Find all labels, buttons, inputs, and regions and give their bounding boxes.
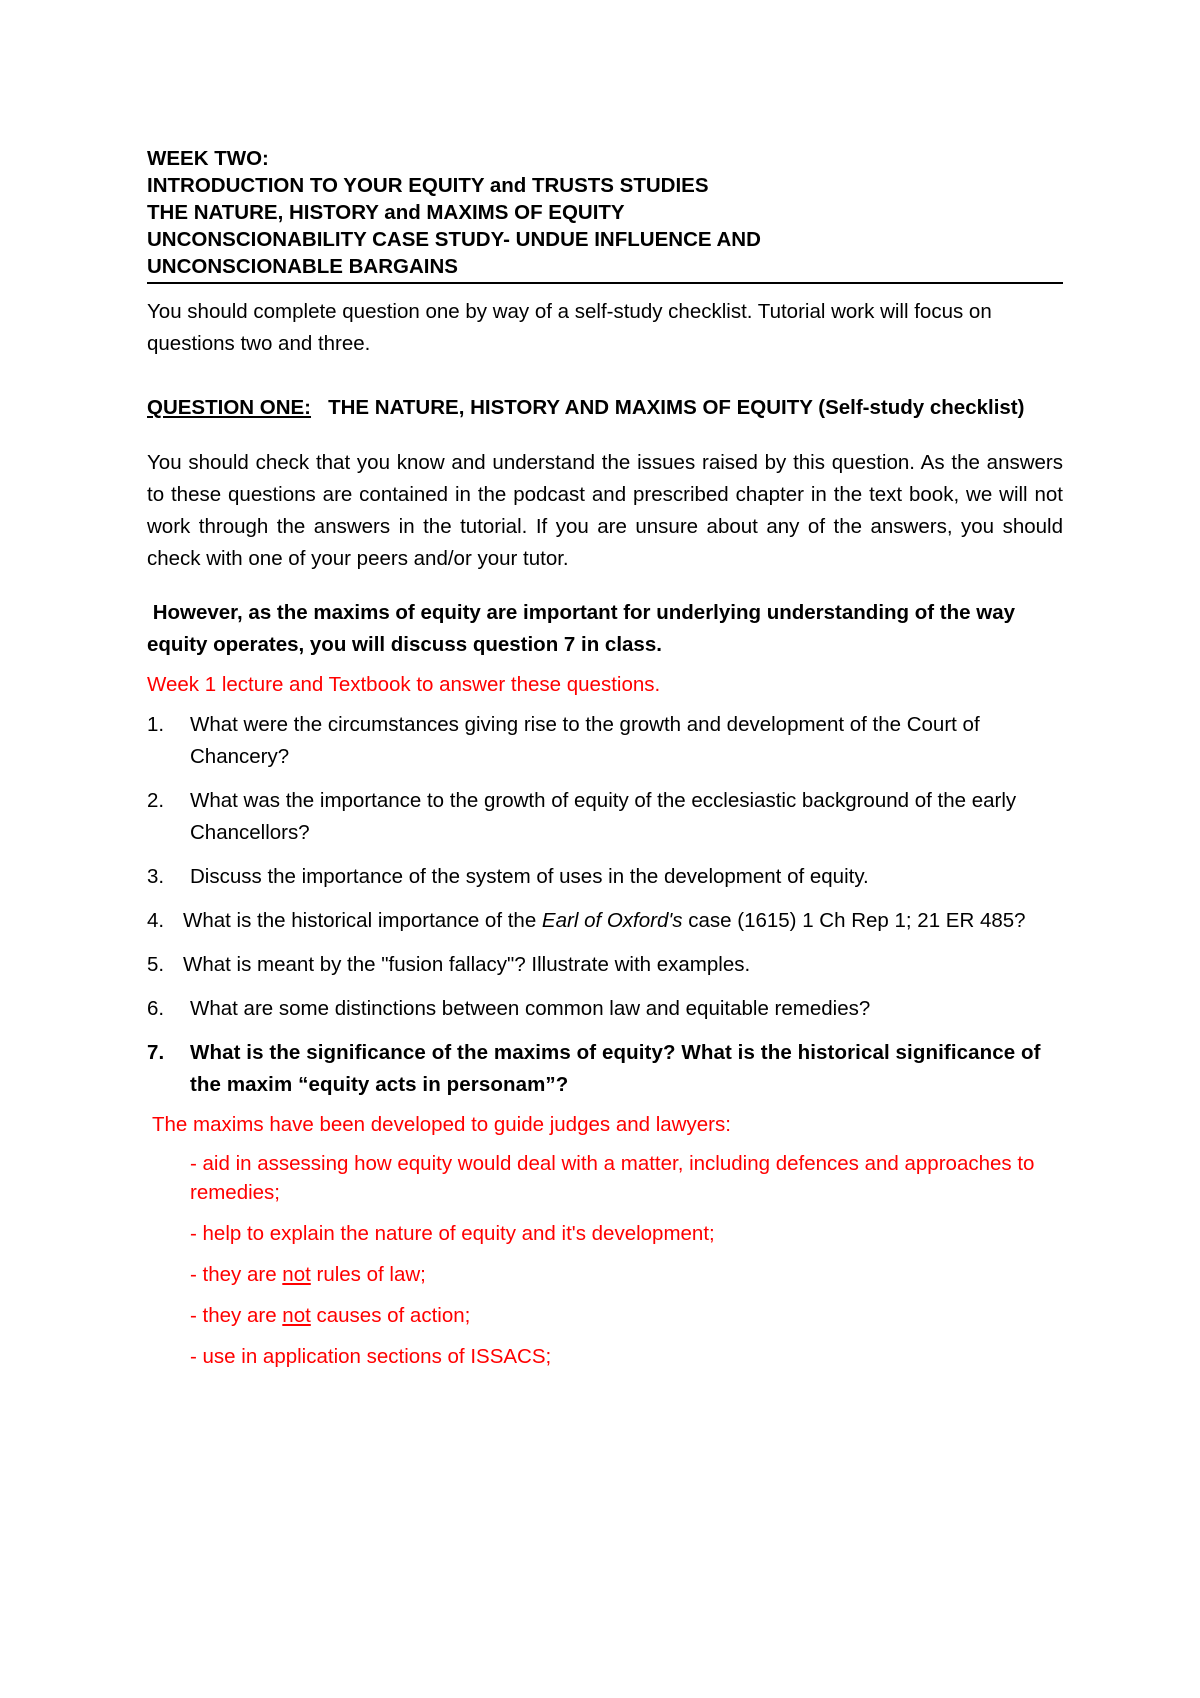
class-discussion-note (147, 597, 1063, 661)
document-heading (147, 145, 1063, 280)
question-text-start: What is the historical importance of the (183, 909, 542, 932)
emphasis-not: not (282, 1304, 311, 1327)
heading-case-study: UNCONSCIONABILITY CASE STUDY- UNDUE INFLUENCE AND (147, 228, 761, 251)
heading-week: WEEK TWO: (147, 147, 269, 170)
emphasis-not: not (282, 1263, 311, 1286)
maxims-intro: The maxims have been developed to guide judges and lawyers: (152, 1113, 731, 1136)
heading-divider (147, 282, 1063, 284)
class-discussion-text: However, as the maxims of equity are important for underlying understanding of the way equity operates, you will discuss question 7 in class. (147, 601, 1016, 656)
question-item-1: 1. What were the circumstances giving rise to the growth and development of the Court of Chancery? (147, 713, 980, 768)
maxim-point: - use in application sections of ISSACS; (190, 1345, 552, 1368)
heading-nature-history: THE NATURE, HISTORY and MAXIMS OF EQUITY (147, 201, 625, 224)
question-item-4: 4. What is the historical importance of the Earl of Oxford's case (1615) 1 Ch Rep 1; 21 ER 485? (147, 909, 1026, 932)
heading-introduction: INTRODUCTION TO YOUR EQUITY and TRUSTS STUDIES (147, 174, 709, 197)
question-list (147, 709, 1063, 1101)
question-item-2: 2. What was the importance to the growth of equity of the ecclesiastic background of the early Chancellors? (147, 789, 1017, 844)
question-text: What was the importance to the growth of equity of the ecclesiastic background of the early Chancellors? (190, 789, 1017, 844)
question-item-7: 7. What is the significance of the maxims of equity? What is the historical significance of the maxim “equity acts in personam”? (147, 1041, 1041, 1096)
question-text-end: case (1615) 1 Ch Rep 1; 21 ER 485? (682, 909, 1026, 932)
maxim-point: - help to explain the nature of equity and it's development; (190, 1222, 715, 1245)
maxim-point: - aid in assessing how equity would deal with a matter, including defences and approaches to remedies; (190, 1152, 1035, 1204)
document-content (147, 145, 1063, 1383)
lecture-note: Week 1 lecture and Textbook to answer these questions. (147, 673, 661, 696)
question-text: What were the circumstances giving rise to the growth and development of the Court of Chancery? (190, 713, 980, 768)
intro-paragraph: You should complete question one by way of a self-study checklist. Tutorial work will focus on questions two and three. (147, 300, 992, 355)
question-one-body: You should check that you know and understand the issues raised by this question. As the answers to these questions are contained in the podcast and prescribed chapter in the text book, we will not work through the answers in the tutorial. If you are unsure about any of the answers, you should check with one of your peers and/or your tutor. (147, 451, 1063, 570)
question-one-topic: THE NATURE, HISTORY AND MAXIMS OF EQUITY (Self-study checklist) (328, 396, 1025, 419)
case-name: Earl of Oxford's (541, 909, 683, 932)
heading-bargains: UNCONSCIONABLE BARGAINS (147, 255, 458, 278)
question-text: What is the significance of the maxims of equity? What is the historical significance of the maxim “equity acts in personam”? (190, 1041, 1041, 1096)
question-one-title (147, 391, 1063, 425)
question-item-3: 3. Discuss the importance of the system of uses in the development of equity. (147, 865, 869, 888)
question-item-6: 6. What are some distinctions between common law and equitable remedies? (147, 997, 871, 1020)
maxims-list (147, 1149, 1063, 1371)
question-text: Discuss the importance of the system of uses in the development of equity. (190, 865, 869, 888)
question-text: What is meant by the "fusion fallacy"? Illustrate with examples. (183, 953, 751, 976)
question-text: What are some distinctions between common law and equitable remedies? (190, 997, 871, 1020)
maxim-point: - they are not causes of action; (190, 1304, 471, 1327)
question-item-5: 5. What is meant by the "fusion fallacy"? Illustrate with examples. (147, 953, 751, 976)
maxim-point: - they are not rules of law; (190, 1263, 426, 1286)
question-one-label: QUESTION ONE: (147, 396, 312, 419)
